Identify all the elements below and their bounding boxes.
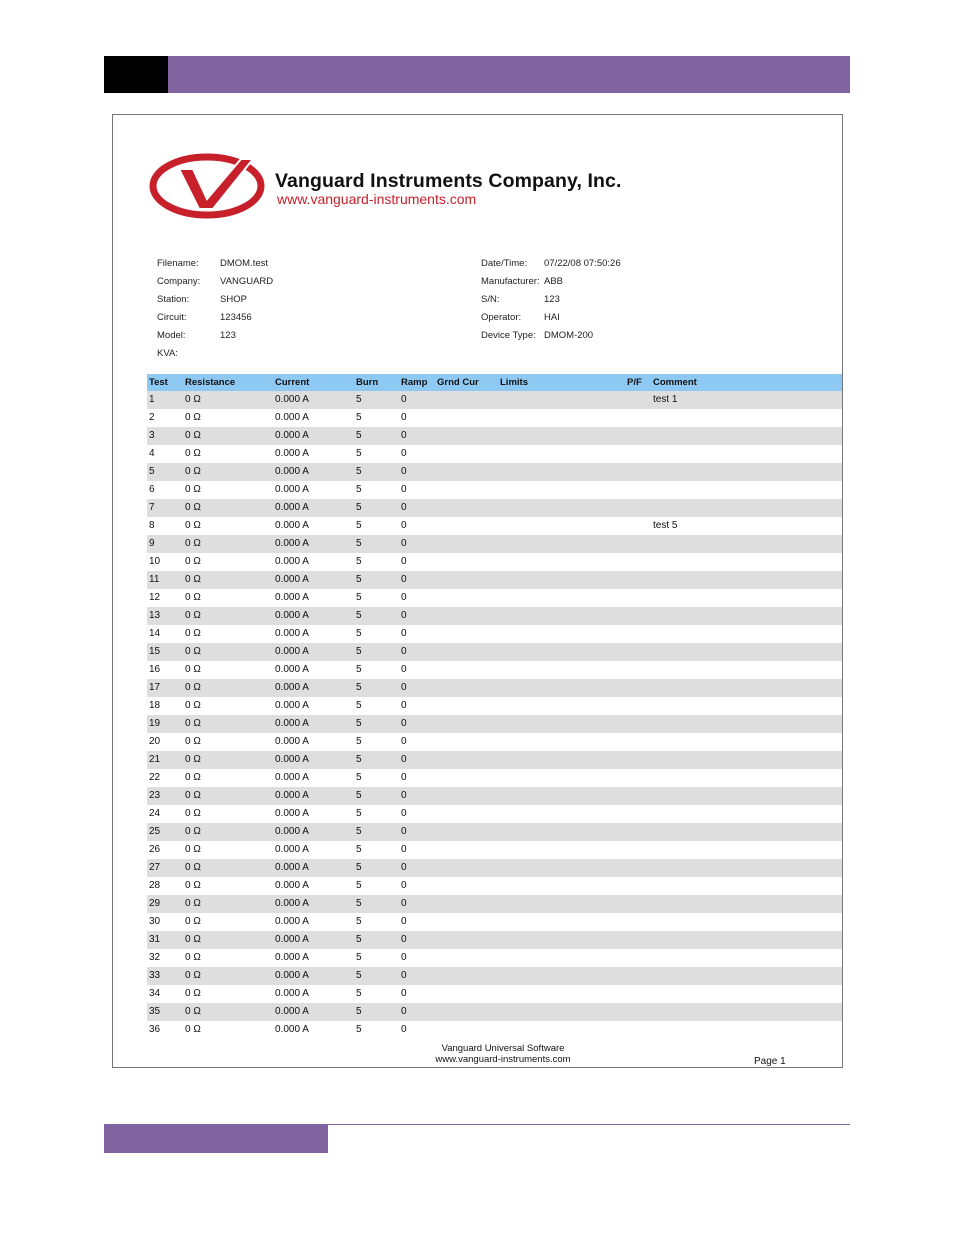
cell-resistance: 0 Ω — [185, 736, 201, 747]
column-header-current: Current — [275, 377, 310, 388]
cell-current: 0.000 A — [275, 466, 309, 477]
cell-test: 36 — [149, 1024, 161, 1035]
cell-ramp: 0 — [401, 844, 407, 855]
cell-ramp: 0 — [401, 556, 407, 567]
info-value: SHOP — [220, 294, 247, 305]
cell-burn: 5 — [356, 412, 362, 423]
cell-resistance: 0 Ω — [185, 412, 201, 423]
cell-current: 0.000 A — [275, 430, 309, 441]
table-row — [147, 1021, 842, 1039]
cell-resistance: 0 Ω — [185, 952, 201, 963]
column-header-test: Test — [149, 377, 168, 388]
cell-test: 34 — [149, 988, 161, 999]
cell-ramp: 0 — [401, 592, 407, 603]
cell-current: 0.000 A — [275, 862, 309, 873]
cell-test: 31 — [149, 934, 161, 945]
cell-resistance: 0 Ω — [185, 646, 201, 657]
cell-test: 19 — [149, 718, 161, 729]
table-row — [147, 1003, 842, 1021]
info-label: Station: — [157, 294, 190, 305]
cell-burn: 5 — [356, 430, 362, 441]
cell-current: 0.000 A — [275, 826, 309, 837]
cell-burn: 5 — [356, 952, 362, 963]
cell-resistance: 0 Ω — [185, 610, 201, 621]
cell-burn: 5 — [356, 736, 362, 747]
table-row — [147, 697, 842, 715]
cell-burn: 5 — [356, 700, 362, 711]
cell-test: 29 — [149, 898, 161, 909]
cell-burn: 5 — [356, 394, 362, 405]
cell-burn: 5 — [356, 646, 362, 657]
cell-burn: 5 — [356, 610, 362, 621]
table-row — [147, 859, 842, 877]
cell-resistance: 0 Ω — [185, 538, 201, 549]
cell-burn: 5 — [356, 934, 362, 945]
table-row — [147, 733, 842, 751]
cell-current: 0.000 A — [275, 754, 309, 765]
cell-resistance: 0 Ω — [185, 1024, 201, 1035]
cell-current: 0.000 A — [275, 1006, 309, 1017]
table-header — [147, 374, 842, 391]
cell-burn: 5 — [356, 844, 362, 855]
cell-burn: 5 — [356, 574, 362, 585]
cell-resistance: 0 Ω — [185, 574, 201, 585]
cell-ramp: 0 — [401, 754, 407, 765]
cell-test: 21 — [149, 754, 161, 765]
table-row — [147, 805, 842, 823]
table-row — [147, 499, 842, 517]
info-value: HAI — [544, 312, 560, 323]
cell-test: 20 — [149, 736, 161, 747]
cell-current: 0.000 A — [275, 808, 309, 819]
cell-current: 0.000 A — [275, 412, 309, 423]
cell-resistance: 0 Ω — [185, 790, 201, 801]
cell-test: 13 — [149, 610, 161, 621]
table-row — [147, 607, 842, 625]
cell-current: 0.000 A — [275, 700, 309, 711]
test-report-page — [112, 114, 843, 1068]
cell-current: 0.000 A — [275, 934, 309, 945]
cell-ramp: 0 — [401, 610, 407, 621]
cell-test: 23 — [149, 790, 161, 801]
cell-burn: 5 — [356, 808, 362, 819]
info-label: Circuit: — [157, 312, 187, 323]
cell-resistance: 0 Ω — [185, 844, 201, 855]
cell-current: 0.000 A — [275, 970, 309, 981]
cell-current: 0.000 A — [275, 538, 309, 549]
table-row — [147, 877, 842, 895]
info-label: Operator: — [481, 312, 522, 323]
cell-test: 33 — [149, 970, 161, 981]
cell-burn: 5 — [356, 718, 362, 729]
cell-resistance: 0 Ω — [185, 592, 201, 603]
cell-resistance: 0 Ω — [185, 466, 201, 477]
table-row — [147, 913, 842, 931]
column-header-limits: Limits — [500, 377, 528, 388]
table-row — [147, 985, 842, 1003]
info-value: VANGUARD — [220, 276, 274, 287]
cell-ramp: 0 — [401, 736, 407, 747]
cell-resistance: 0 Ω — [185, 988, 201, 999]
info-label: S/N: — [481, 294, 500, 305]
cell-comment: test 1 — [653, 394, 678, 405]
table-row — [147, 517, 842, 535]
cell-burn: 5 — [356, 520, 362, 531]
cell-ramp: 0 — [401, 394, 407, 405]
table-row — [147, 643, 842, 661]
cell-ramp: 0 — [401, 466, 407, 477]
cell-current: 0.000 A — [275, 772, 309, 783]
table-row — [147, 823, 842, 841]
cell-test: 27 — [149, 862, 161, 873]
info-label: Model: — [157, 330, 186, 341]
cell-test: 25 — [149, 826, 161, 837]
cell-burn: 5 — [356, 772, 362, 783]
cell-burn: 5 — [356, 754, 362, 765]
table-row — [147, 589, 842, 607]
cell-current: 0.000 A — [275, 844, 309, 855]
cell-ramp: 0 — [401, 970, 407, 981]
cell-current: 0.000 A — [275, 682, 309, 693]
cell-test: 8 — [149, 520, 155, 531]
vanguard-logo-icon — [149, 151, 267, 219]
cell-comment: test 5 — [653, 520, 678, 531]
cell-current: 0.000 A — [275, 484, 309, 495]
cell-current: 0.000 A — [275, 556, 309, 567]
info-value: 123 — [544, 294, 560, 305]
cell-ramp: 0 — [401, 988, 407, 999]
cell-test: 2 — [149, 412, 155, 423]
cell-test: 4 — [149, 448, 155, 459]
cell-burn: 5 — [356, 592, 362, 603]
column-header-ramp: Ramp — [401, 377, 428, 388]
table-row — [147, 895, 842, 913]
cell-ramp: 0 — [401, 880, 407, 891]
cell-current: 0.000 A — [275, 628, 309, 639]
results-table — [147, 374, 842, 1039]
table-row — [147, 841, 842, 859]
cell-test: 24 — [149, 808, 161, 819]
cell-test: 28 — [149, 880, 161, 891]
footer-purple-block — [104, 1125, 328, 1153]
cell-ramp: 0 — [401, 520, 407, 531]
cell-current: 0.000 A — [275, 574, 309, 585]
table-row — [147, 625, 842, 643]
table-row — [147, 967, 842, 985]
cell-burn: 5 — [356, 484, 362, 495]
cell-burn: 5 — [356, 988, 362, 999]
cell-current: 0.000 A — [275, 664, 309, 675]
info-label: Device Type: — [481, 330, 536, 341]
column-header-grnd-cur: Grnd Cur — [437, 377, 479, 388]
cell-ramp: 0 — [401, 682, 407, 693]
cell-burn: 5 — [356, 862, 362, 873]
footer-software-name: Vanguard Universal Software — [441, 1043, 565, 1054]
cell-current: 0.000 A — [275, 898, 309, 909]
info-label: Date/Time: — [481, 258, 528, 269]
cell-resistance: 0 Ω — [185, 970, 201, 981]
cell-ramp: 0 — [401, 484, 407, 495]
cell-ramp: 0 — [401, 772, 407, 783]
table-row — [147, 751, 842, 769]
table-row — [147, 679, 842, 697]
cell-test: 26 — [149, 844, 161, 855]
cell-burn: 5 — [356, 1024, 362, 1035]
cell-burn: 5 — [356, 556, 362, 567]
cell-test: 7 — [149, 502, 155, 513]
cell-ramp: 0 — [401, 952, 407, 963]
table-row — [147, 661, 842, 679]
cell-burn: 5 — [356, 790, 362, 801]
table-row — [147, 391, 842, 409]
cell-burn: 5 — [356, 538, 362, 549]
cell-ramp: 0 — [401, 934, 407, 945]
cell-test: 17 — [149, 682, 161, 693]
cell-test: 14 — [149, 628, 161, 639]
cell-ramp: 0 — [401, 430, 407, 441]
cell-current: 0.000 A — [275, 592, 309, 603]
cell-current: 0.000 A — [275, 394, 309, 405]
table-row — [147, 481, 842, 499]
cell-ramp: 0 — [401, 862, 407, 873]
cell-ramp: 0 — [401, 916, 407, 927]
info-value: 123456 — [220, 312, 252, 323]
cell-test: 10 — [149, 556, 161, 567]
cell-ramp: 0 — [401, 664, 407, 675]
column-header-resistance: Resistance — [185, 377, 236, 388]
cell-resistance: 0 Ω — [185, 898, 201, 909]
cell-ramp: 0 — [401, 790, 407, 801]
info-value: ABB — [544, 276, 564, 287]
cell-resistance: 0 Ω — [185, 772, 201, 783]
cell-burn: 5 — [356, 664, 362, 675]
info-label: Manufacturer: — [481, 276, 540, 287]
cell-resistance: 0 Ω — [185, 1006, 201, 1017]
cell-resistance: 0 Ω — [185, 916, 201, 927]
cell-ramp: 0 — [401, 718, 407, 729]
cell-burn: 5 — [356, 826, 362, 837]
cell-current: 0.000 A — [275, 610, 309, 621]
cell-test: 6 — [149, 484, 155, 495]
table-row — [147, 949, 842, 967]
cell-test: 3 — [149, 430, 155, 441]
cell-current: 0.000 A — [275, 448, 309, 459]
cell-resistance: 0 Ω — [185, 880, 201, 891]
cell-burn: 5 — [356, 628, 362, 639]
cell-resistance: 0 Ω — [185, 862, 201, 873]
info-value: 123 — [220, 330, 236, 341]
cell-burn: 5 — [356, 880, 362, 891]
cell-burn: 5 — [356, 1006, 362, 1017]
cell-burn: 5 — [356, 502, 362, 513]
info-value: DMOM-200 — [544, 330, 594, 341]
cell-current: 0.000 A — [275, 520, 309, 531]
table-row — [147, 535, 842, 553]
cell-current: 0.000 A — [275, 916, 309, 927]
cell-test: 30 — [149, 916, 161, 927]
column-header-comment: Comment — [653, 377, 697, 388]
cell-current: 0.000 A — [275, 988, 309, 999]
cell-burn: 5 — [356, 970, 362, 981]
cell-test: 1 — [149, 394, 155, 405]
cell-current: 0.000 A — [275, 646, 309, 657]
cell-ramp: 0 — [401, 826, 407, 837]
cell-burn: 5 — [356, 466, 362, 477]
cell-ramp: 0 — [401, 538, 407, 549]
table-row — [147, 409, 842, 427]
info-label: KVA: — [157, 348, 178, 359]
table-row — [147, 715, 842, 733]
cell-current: 0.000 A — [275, 880, 309, 891]
page-number: Page 1 — [754, 1056, 786, 1067]
table-row — [147, 427, 842, 445]
cell-resistance: 0 Ω — [185, 448, 201, 459]
company-name: Vanguard Instruments Company, Inc. — [275, 170, 622, 192]
cell-resistance: 0 Ω — [185, 628, 201, 639]
cell-test: 12 — [149, 592, 161, 603]
cell-burn: 5 — [356, 916, 362, 927]
cell-test: 9 — [149, 538, 155, 549]
table-body — [147, 391, 842, 1039]
cell-test: 15 — [149, 646, 161, 657]
footer-url: www.vanguard-instruments.com — [435, 1054, 571, 1065]
cell-test: 5 — [149, 466, 155, 477]
header-purple-bar — [168, 56, 850, 93]
cell-ramp: 0 — [401, 502, 407, 513]
table-row — [147, 463, 842, 481]
cell-test: 32 — [149, 952, 161, 963]
cell-resistance: 0 Ω — [185, 484, 201, 495]
cell-ramp: 0 — [401, 628, 407, 639]
table-row — [147, 931, 842, 949]
cell-current: 0.000 A — [275, 718, 309, 729]
cell-ramp: 0 — [401, 1024, 407, 1035]
cell-resistance: 0 Ω — [185, 430, 201, 441]
cell-burn: 5 — [356, 898, 362, 909]
table-row — [147, 553, 842, 571]
cell-resistance: 0 Ω — [185, 754, 201, 765]
cell-current: 0.000 A — [275, 790, 309, 801]
info-value: 07/22/08 07:50:26 — [544, 258, 621, 269]
table-row — [147, 571, 842, 589]
cell-test: 35 — [149, 1006, 161, 1017]
cell-current: 0.000 A — [275, 502, 309, 513]
company-url: www.vanguard-instruments.com — [277, 191, 477, 207]
cell-resistance: 0 Ω — [185, 502, 201, 513]
cell-ramp: 0 — [401, 412, 407, 423]
table-row — [147, 445, 842, 463]
cell-ramp: 0 — [401, 1006, 407, 1017]
cell-resistance: 0 Ω — [185, 664, 201, 675]
cell-ramp: 0 — [401, 646, 407, 657]
info-value: DMOM.test — [220, 258, 269, 269]
column-header-pf: P/F — [627, 377, 642, 388]
cell-resistance: 0 Ω — [185, 718, 201, 729]
cell-ramp: 0 — [401, 700, 407, 711]
cell-resistance: 0 Ω — [185, 826, 201, 837]
cell-current: 0.000 A — [275, 736, 309, 747]
info-label: Company: — [157, 276, 201, 287]
cell-current: 0.000 A — [275, 952, 309, 963]
cell-resistance: 0 Ω — [185, 520, 201, 531]
cell-test: 22 — [149, 772, 161, 783]
cell-ramp: 0 — [401, 448, 407, 459]
cell-test: 16 — [149, 664, 161, 675]
cell-ramp: 0 — [401, 808, 407, 819]
header-black-block — [104, 56, 168, 93]
cell-resistance: 0 Ω — [185, 700, 201, 711]
info-label: Filename: — [157, 258, 199, 269]
column-header-burn: Burn — [356, 377, 379, 388]
cell-resistance: 0 Ω — [185, 556, 201, 567]
cell-ramp: 0 — [401, 898, 407, 909]
cell-resistance: 0 Ω — [185, 808, 201, 819]
cell-current: 0.000 A — [275, 1024, 309, 1035]
cell-test: 11 — [149, 574, 160, 585]
table-row — [147, 787, 842, 805]
cell-burn: 5 — [356, 682, 362, 693]
table-row — [147, 769, 842, 787]
cell-resistance: 0 Ω — [185, 934, 201, 945]
cell-test: 18 — [149, 700, 161, 711]
cell-resistance: 0 Ω — [185, 682, 201, 693]
cell-ramp: 0 — [401, 574, 407, 585]
cell-resistance: 0 Ω — [185, 394, 201, 405]
cell-burn: 5 — [356, 448, 362, 459]
